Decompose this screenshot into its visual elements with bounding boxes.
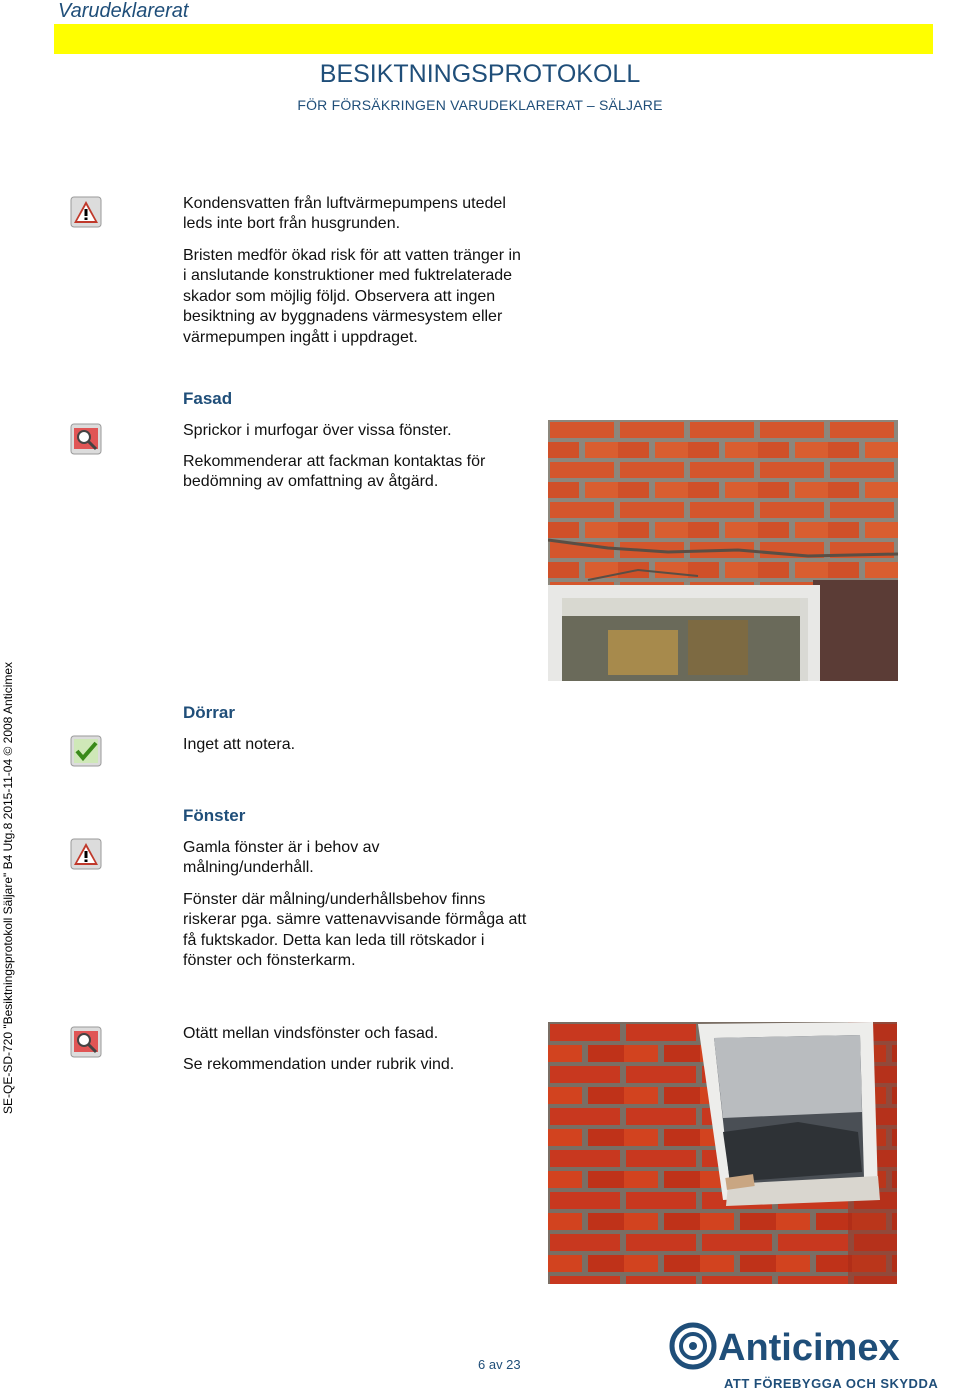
heading-dorrar: Dörrar [183, 703, 235, 722]
document-title: BESIKTNINGSPROTOKOLL [319, 60, 641, 88]
header-band [54, 24, 933, 54]
header-title: Varudeklarerat [58, 0, 189, 22]
warning-icon [70, 196, 102, 228]
heading-fonster: Fönster [183, 806, 246, 825]
logo-tagline: ATT FÖREBYGGA OCH SKYDDA [724, 1376, 939, 1391]
fasad-paragraph-1: Sprickor i murfogar över vissa fönster. [183, 422, 452, 439]
intro-paragraph-2: Bristen medför ökad risk för att vatten tränger in i anslutande konstruktioner med fuktrelaterade skador som möjlig följd. Observera att ingen besiktning av byggnadens värmesystem eller värmepumpen ingått i uppdraget. [183, 247, 521, 346]
check-icon [70, 735, 102, 767]
vind-paragraph-2: Se rekommendation under rubrik vind. [183, 1056, 455, 1073]
anticimex-logo [666, 1322, 952, 1394]
intro-paragraph-1: Kondensvatten från luftvärmepumpens utedel leds inte bort från husgrunden. [183, 195, 506, 233]
warning-icon [70, 838, 102, 870]
logo-wordmark: Anticimex [718, 1327, 900, 1369]
attic-window-photo [548, 1022, 897, 1284]
vind-paragraph-1: Otätt mellan vindsfönster och fasad. [183, 1025, 439, 1042]
dorrar-paragraph-1: Inget att notera. [183, 736, 296, 753]
inspect-icon [70, 1026, 102, 1058]
document-subtitle: FÖR FÖRSÄKRINGEN VARUDEKLARERAT – SÄLJARE [297, 97, 663, 113]
inspect-icon [70, 423, 102, 455]
facade-crack-photo [548, 420, 898, 681]
fonster-paragraph-1: Gamla fönster är i behov av målning/underhåll. [183, 839, 380, 877]
fasad-paragraph-2: Rekommenderar att fackman kontaktas för bedömning av omfattning av åtgärd. [183, 453, 486, 491]
heading-fasad: Fasad [183, 389, 233, 408]
document-reference-sidebar: SE-QE-SD-720 "Besiktningsprotokoll Säljare" B4 Utg.8 2015-11-04 © 2008 Anticimex [1, 661, 15, 1114]
page-number: 6 av 23 [478, 1357, 521, 1372]
fonster-paragraph-2: Fönster där målning/underhållsbehov finns riskerar pga. sämre vattenavvisande förmåga att få fuktskador. Detta kan leda till rötskador i fönster och fönsterkarm. [183, 891, 527, 970]
